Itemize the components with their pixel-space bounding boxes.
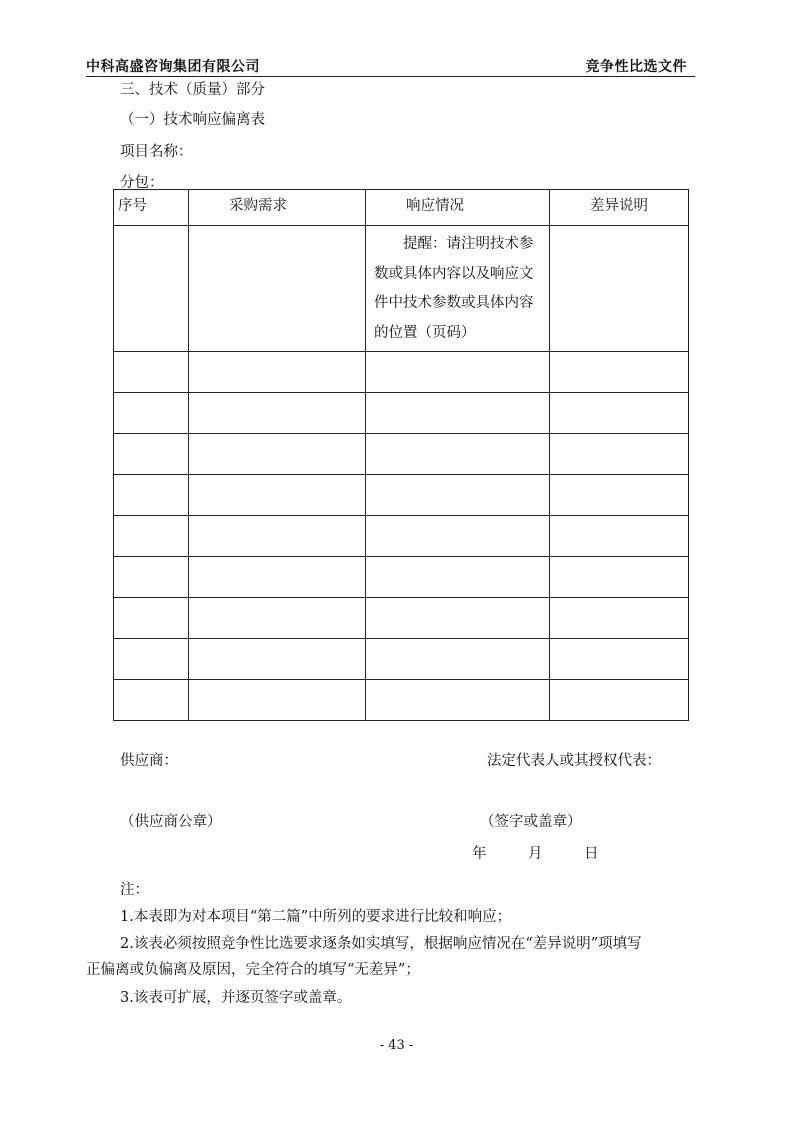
- table-cell[interactable]: [189, 352, 366, 393]
- table-cell[interactable]: [550, 352, 689, 393]
- table-row: [114, 352, 689, 393]
- table-cell[interactable]: [189, 598, 366, 639]
- table-cell[interactable]: [366, 516, 550, 557]
- note-item-2: 2.该表必须按照竞争性比选要求逐条如实填写，根据响应情况在“差异说明”项填写: [120, 936, 642, 952]
- table-cell[interactable]: [114, 352, 189, 393]
- date-year: 年: [472, 846, 487, 862]
- supplier-label: 供应商：: [120, 753, 178, 769]
- table-cell[interactable]: [189, 639, 366, 680]
- notes-label: 注：: [120, 882, 149, 898]
- table-row: [114, 598, 689, 639]
- col-header-requirement: 采购需求: [189, 190, 366, 226]
- table-row: [114, 557, 689, 598]
- date-day: 日: [584, 846, 599, 862]
- header-rule: [86, 76, 695, 77]
- col-header-difference: 差异说明: [550, 190, 689, 226]
- table-cell[interactable]: [366, 680, 550, 721]
- table-row: [114, 226, 689, 352]
- table-cell[interactable]: [366, 598, 550, 639]
- header-company: 中科高盛咨询集团有限公司: [86, 59, 260, 75]
- table-cell[interactable]: [550, 639, 689, 680]
- table-cell[interactable]: [550, 434, 689, 475]
- note-item-1: 1.本表即为对本项目“第二篇”中所列的要求进行比较和响应；: [120, 909, 512, 925]
- table-cell[interactable]: [550, 557, 689, 598]
- table-cell[interactable]: [114, 639, 189, 680]
- table-row: [114, 434, 689, 475]
- supplier-seal: （供应商公章）: [120, 814, 222, 830]
- table-cell[interactable]: [550, 516, 689, 557]
- table-cell[interactable]: [550, 393, 689, 434]
- table-header-row: [114, 190, 689, 226]
- legal-rep-label: 法定代表人或其授权代表：: [487, 753, 661, 769]
- note-item-3: 3.该表可扩展，并逐页签字或盖章。: [120, 990, 352, 1006]
- table-cell[interactable]: [550, 680, 689, 721]
- date-month: 月: [528, 846, 543, 862]
- header-doc-type: 竞争性比选文件: [585, 59, 687, 75]
- table-cell[interactable]: [550, 598, 689, 639]
- table-cell[interactable]: [114, 393, 189, 434]
- note-item-2-continued: 正偏离或负偏离及原因，完全符合的填写“无差异”；: [86, 962, 420, 978]
- table-row: [114, 680, 689, 721]
- table-cell[interactable]: [189, 393, 366, 434]
- table-cell[interactable]: [550, 475, 689, 516]
- deviation-table: [113, 189, 689, 721]
- lot-label: 分包：: [120, 175, 164, 191]
- table-cell[interactable]: [366, 226, 550, 352]
- table-cell[interactable]: [114, 516, 189, 557]
- table-cell[interactable]: [366, 393, 550, 434]
- table-cell[interactable]: [366, 352, 550, 393]
- table-cell[interactable]: [189, 557, 366, 598]
- table-cell[interactable]: [189, 475, 366, 516]
- table-cell[interactable]: [366, 434, 550, 475]
- table-cell[interactable]: [366, 475, 550, 516]
- table-cell[interactable]: [114, 680, 189, 721]
- table-cell[interactable]: [189, 680, 366, 721]
- table-cell[interactable]: [189, 226, 366, 352]
- table-cell[interactable]: [114, 598, 189, 639]
- table-row: [114, 393, 689, 434]
- sign-or-seal: （签字或盖章）: [480, 814, 582, 830]
- table-cell[interactable]: [189, 434, 366, 475]
- table-cell[interactable]: [550, 226, 689, 352]
- table-row: [114, 516, 689, 557]
- section-subtitle: （一）技术响应偏离表: [120, 112, 265, 128]
- table-row: [114, 639, 689, 680]
- table-cell[interactable]: [366, 557, 550, 598]
- table-cell[interactable]: [114, 557, 189, 598]
- col-header-response: 响应情况: [366, 190, 550, 226]
- table-cell[interactable]: [189, 516, 366, 557]
- page-number: - 43 -: [379, 1038, 414, 1053]
- table-cell[interactable]: [366, 639, 550, 680]
- project-name-label: 项目名称：: [120, 144, 193, 160]
- table-cell[interactable]: [114, 226, 189, 352]
- table-cell[interactable]: [114, 475, 189, 516]
- table-cell[interactable]: [114, 434, 189, 475]
- section-title: 三、技术（质量）部分: [120, 82, 265, 98]
- response-hint: 提醒：请注明技术参数或具体内容以及响应文件中技术参数或具体内容的位置（页码）: [374, 236, 534, 341]
- col-header-index: 序号: [114, 190, 189, 226]
- table-row: [114, 475, 689, 516]
